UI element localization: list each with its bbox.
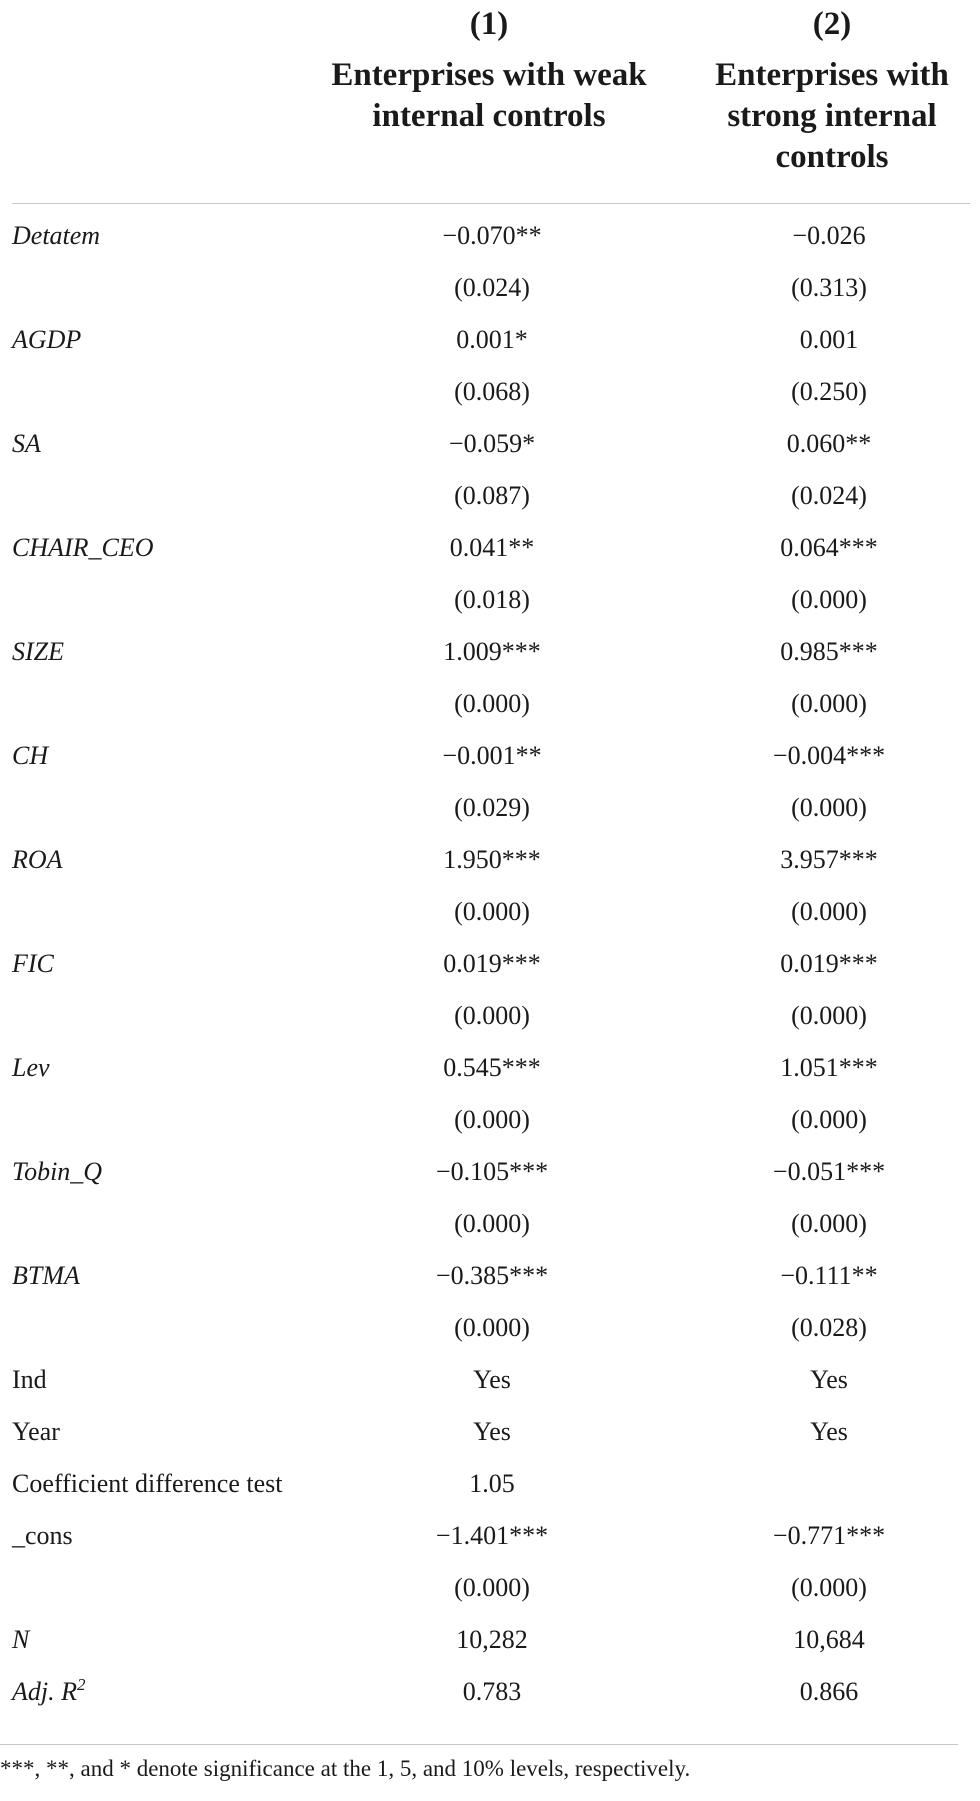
cell-column-2: −0.051*** — [772, 1157, 886, 1186]
column-header-1 — [297, 4, 681, 137]
table-row — [12, 1353, 970, 1405]
table-row — [12, 781, 970, 833]
cell-column-2: 0.019*** — [780, 949, 878, 978]
cell-column-2: Yes — [810, 1365, 848, 1394]
table-bottom-rule — [0, 1744, 958, 1745]
cell-column-1: 1.05 — [469, 1469, 515, 1498]
cell-column-2: (0.028) — [791, 1313, 867, 1342]
cell-column-1: (0.000) — [454, 689, 530, 718]
cell-column-2: 3.957*** — [780, 845, 878, 874]
cell-column-1: (0.000) — [454, 1573, 530, 1602]
cell-column-1: 0.001* — [456, 325, 528, 354]
cell-column-1: 0.783 — [462, 1677, 522, 1706]
cell-column-1: Yes — [473, 1365, 511, 1394]
cell-column-1: −1.401*** — [435, 1521, 549, 1550]
table-row — [12, 1093, 970, 1145]
cell-column-2: −0.111** — [780, 1261, 878, 1290]
row-label: N — [12, 1625, 30, 1654]
table-row — [12, 417, 970, 469]
cell-column-2: (0.000) — [791, 897, 867, 926]
row-label: Lev — [12, 1053, 50, 1082]
row-label: Detatem — [12, 221, 101, 250]
cell-column-2: 0.866 — [799, 1677, 859, 1706]
table-row — [12, 833, 970, 885]
cell-column-1: (0.000) — [454, 1001, 530, 1030]
cell-column-2: (0.000) — [791, 1209, 867, 1238]
table-row — [12, 261, 970, 313]
regression-table — [12, 0, 970, 1717]
table-row — [12, 1145, 970, 1197]
table-row — [12, 625, 970, 677]
row-label: CHAIR_CEO — [12, 533, 154, 562]
cell-column-2: −0.026 — [792, 221, 866, 250]
cell-column-2: (0.000) — [791, 585, 867, 614]
cell-column-2: (0.000) — [791, 689, 867, 718]
cell-column-1: 1.009*** — [443, 637, 541, 666]
row-label: CH — [12, 741, 49, 770]
table-row — [12, 1457, 970, 1509]
table-row — [12, 1249, 970, 1301]
row-label-superscript: 2 — [77, 1675, 86, 1694]
cell-column-1: (0.029) — [454, 793, 530, 822]
row-label: FIC — [12, 949, 54, 978]
cell-column-1: Yes — [473, 1417, 511, 1446]
row-label: Adj. $R^2$ — [12, 1675, 86, 1706]
cell-column-1: 0.019*** — [443, 949, 541, 978]
cell-column-1: −0.385*** — [435, 1261, 549, 1290]
cell-column-1: (0.018) — [454, 585, 530, 614]
table-row — [12, 521, 970, 573]
cell-column-2: (0.000) — [791, 1105, 867, 1134]
table-row — [12, 885, 970, 937]
cell-column-1: −0.059* — [448, 429, 536, 458]
table-row — [12, 729, 970, 781]
cell-column-2: (0.313) — [791, 273, 867, 302]
table-row — [12, 677, 970, 729]
table-row — [12, 1561, 970, 1613]
table-row — [12, 469, 970, 521]
cell-column-2: Yes — [810, 1417, 848, 1446]
cell-column-2: 0.985*** — [780, 637, 878, 666]
table-footnote: ***, **, and * denote significance at the 1, 5, and 10% levels, respectively. — [0, 1756, 691, 1781]
cell-column-2: 10,684 — [793, 1625, 865, 1654]
table-row — [12, 1197, 970, 1249]
cell-column-1: 1.950*** — [443, 845, 541, 874]
row-label: Tobin_Q — [12, 1157, 103, 1186]
row-label: SIZE — [12, 637, 64, 666]
table-row — [12, 937, 970, 989]
column-number-2: (2) — [812, 6, 852, 42]
column-number-1: (1) — [469, 6, 509, 42]
row-label: Year — [12, 1417, 60, 1446]
row-label: SA — [12, 429, 41, 458]
table-row — [12, 1405, 970, 1457]
row-label: Ind — [12, 1365, 47, 1394]
table-row — [12, 313, 970, 365]
table-row — [12, 1613, 970, 1665]
cell-column-1: −0.105*** — [435, 1157, 549, 1186]
table-row — [12, 1301, 970, 1353]
cell-column-2: 0.001 — [799, 325, 859, 354]
table-row — [12, 365, 970, 417]
cell-column-2: (0.000) — [791, 1573, 867, 1602]
table-row — [12, 989, 970, 1041]
cell-column-1: −0.070** — [442, 221, 542, 250]
cell-column-2: (0.000) — [791, 793, 867, 822]
cell-column-2: 1.051*** — [780, 1053, 878, 1082]
cell-column-2: −0.771*** — [772, 1521, 886, 1550]
column-header-2 — [672, 4, 980, 178]
row-label: Coefficient difference test — [12, 1469, 283, 1498]
cell-column-2: −0.004*** — [772, 741, 886, 770]
row-label: BTMA — [12, 1261, 80, 1290]
row-label: _cons — [12, 1521, 73, 1550]
table-row — [12, 573, 970, 625]
column-title-2: Enterprises with strong internal controls — [715, 57, 949, 175]
cell-column-1: (0.087) — [454, 481, 530, 510]
table-row — [12, 1665, 970, 1717]
cell-column-2: (0.000) — [791, 1001, 867, 1030]
table-row — [12, 1041, 970, 1093]
table-row — [12, 1509, 970, 1561]
cell-column-1: 0.041** — [449, 533, 535, 562]
cell-column-1: 10,282 — [456, 1625, 528, 1654]
cell-column-1: (0.000) — [454, 1105, 530, 1134]
row-label: AGDP — [12, 325, 82, 354]
cell-column-1: (0.000) — [454, 1209, 530, 1238]
table-header — [12, 0, 970, 204]
cell-column-1: (0.024) — [454, 273, 530, 302]
table-body — [12, 204, 970, 1717]
table-row — [12, 209, 970, 261]
cell-column-2: 0.060** — [786, 429, 872, 458]
cell-column-1: (0.000) — [454, 897, 530, 926]
cell-column-1: 0.545*** — [443, 1053, 541, 1082]
cell-column-1: (0.000) — [454, 1313, 530, 1342]
column-title-1: Enterprises with weak internal controls — [331, 57, 647, 134]
cell-column-1: (0.068) — [454, 377, 530, 406]
cell-column-2: 0.064*** — [780, 533, 878, 562]
row-label: ROA — [12, 845, 63, 874]
cell-column-2: (0.024) — [791, 481, 867, 510]
cell-column-1: −0.001** — [442, 741, 542, 770]
cell-column-2: (0.250) — [791, 377, 867, 406]
